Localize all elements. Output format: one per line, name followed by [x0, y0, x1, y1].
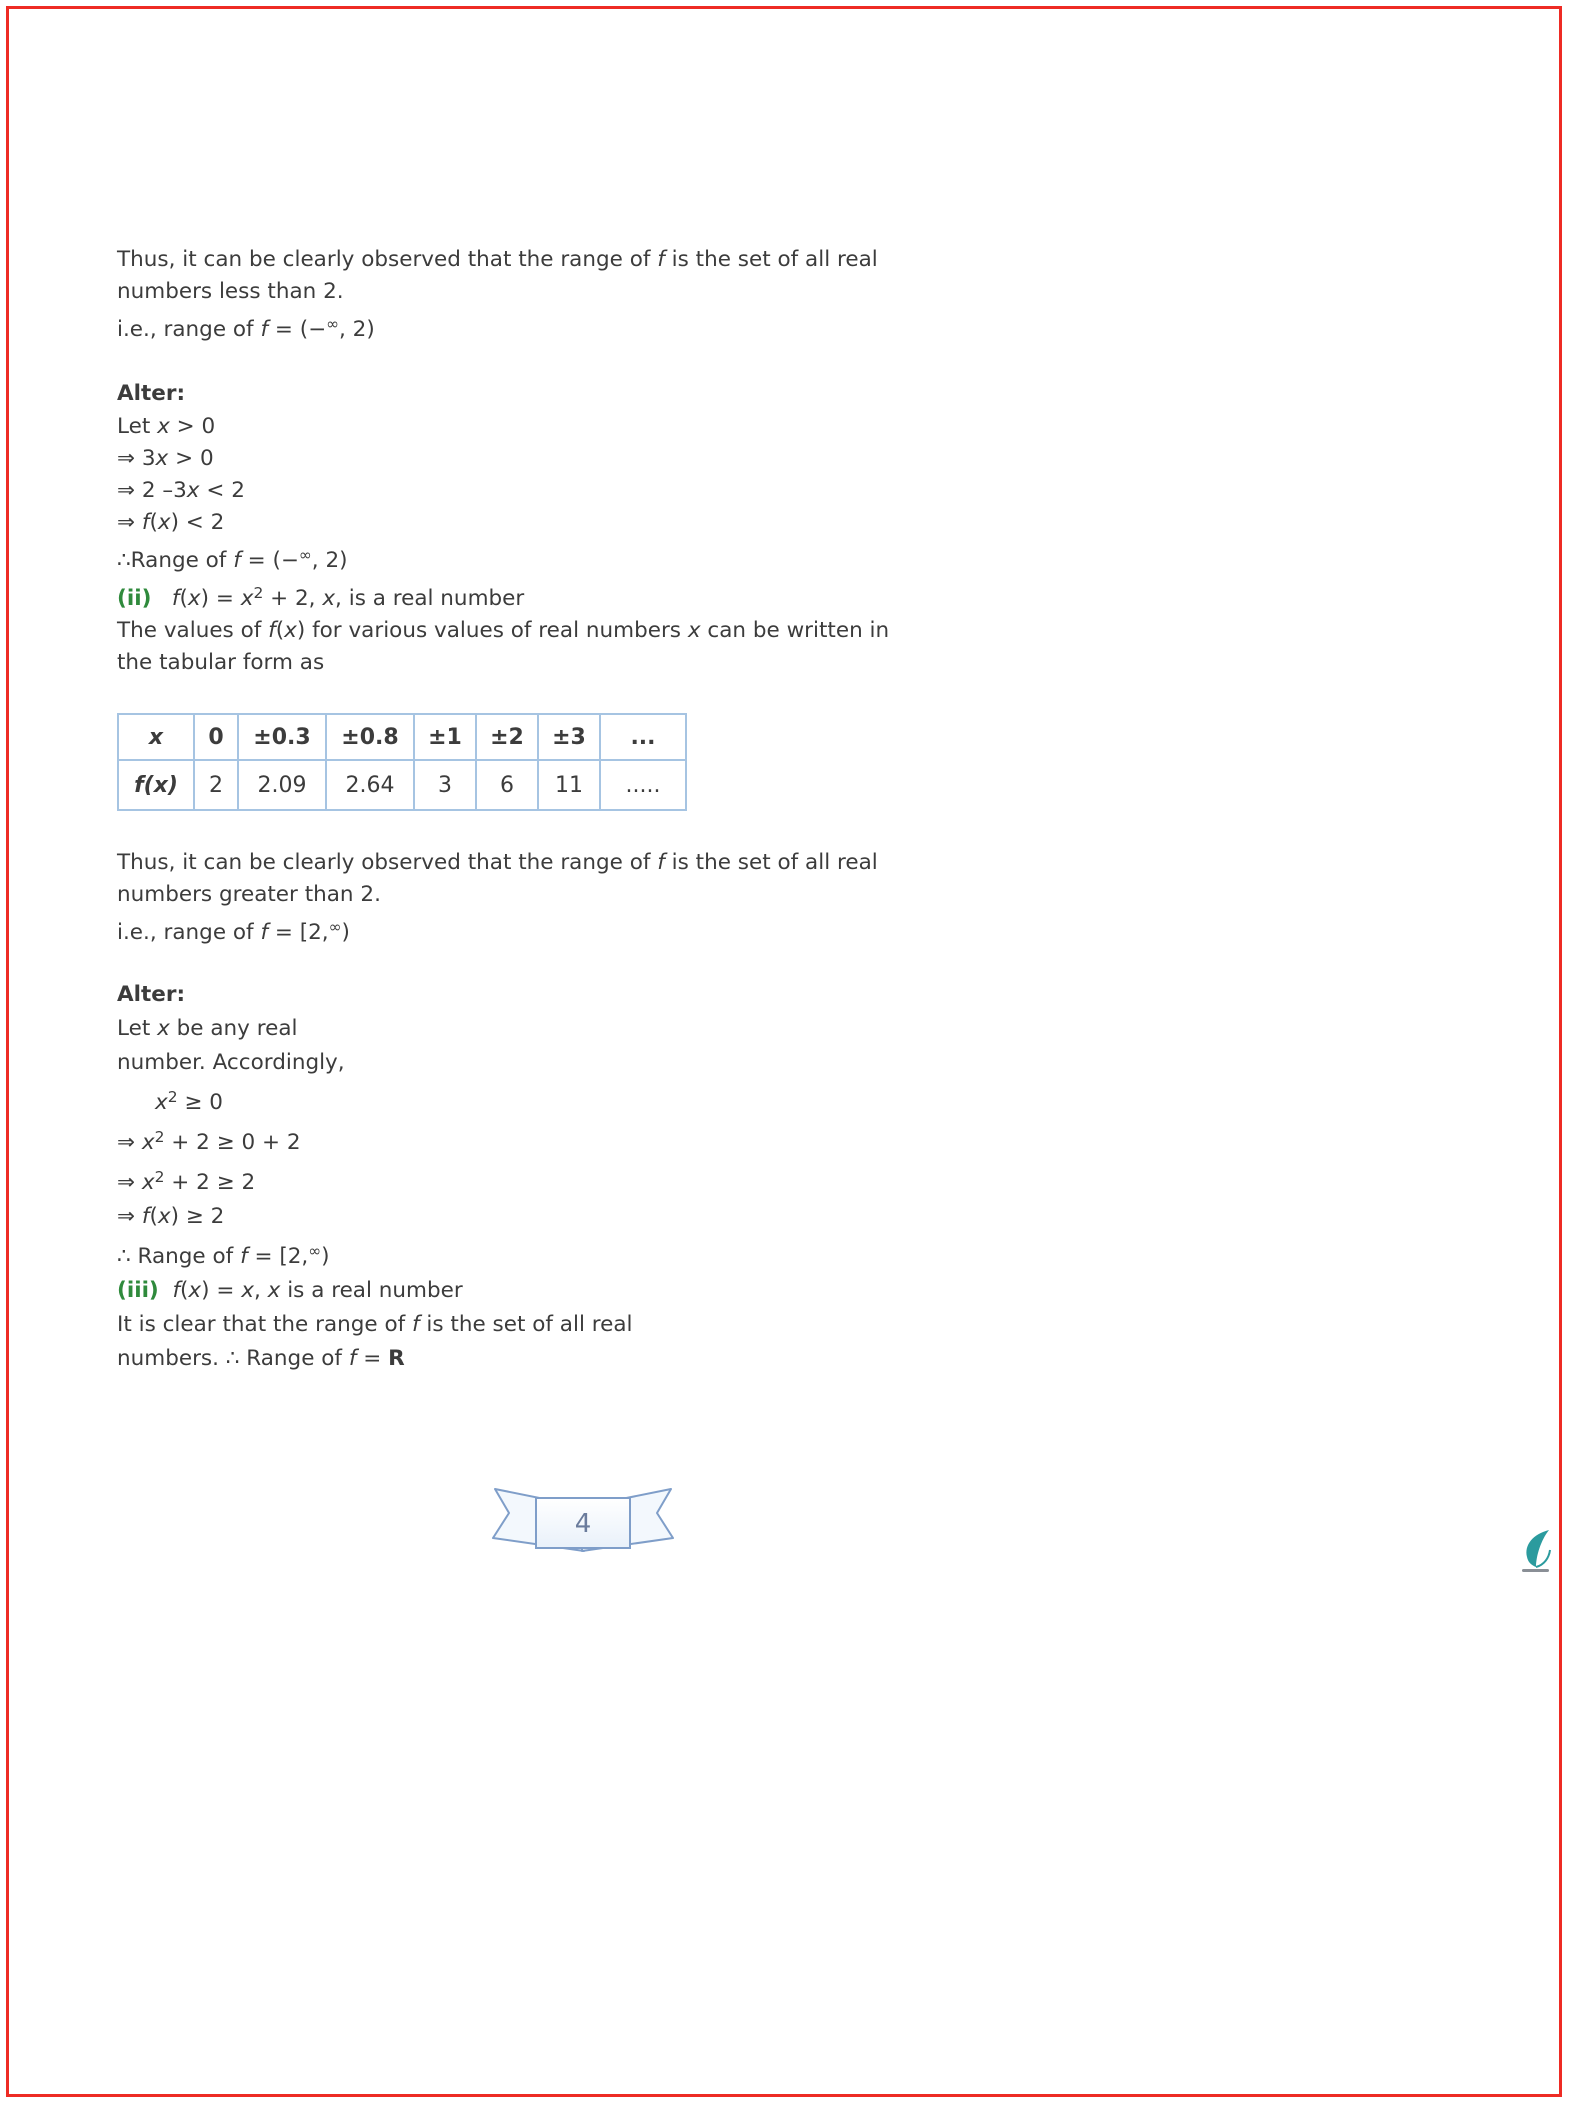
text-segment: ∴Range of	[117, 548, 234, 573]
text-segment: ∞	[308, 1242, 322, 1260]
text-segment: Let	[117, 1016, 158, 1041]
item-marker: (iii)	[117, 1278, 159, 1303]
text-segment: = (−	[268, 317, 327, 342]
text-segment: ,	[253, 1278, 268, 1303]
text-segment: x	[188, 1278, 202, 1303]
text-segment: < 2	[199, 478, 245, 503]
text-line	[117, 1080, 1097, 1120]
page-ribbon	[468, 1482, 698, 1562]
text-segment: x	[157, 414, 170, 439]
text-segment: f	[657, 850, 665, 875]
text-segment: ∴ Range of	[117, 1244, 241, 1269]
text-segment: > 0	[168, 446, 214, 471]
text-segment: x	[322, 586, 336, 611]
para-derivation-1	[117, 411, 1097, 679]
table-cell: f(x)	[118, 760, 194, 810]
text-line	[117, 577, 1097, 615]
text-segment: )	[341, 920, 350, 945]
text-line	[117, 847, 1097, 879]
table-cell: 2.09	[238, 760, 326, 810]
para-observation-1	[117, 244, 1097, 346]
text-segment: x	[157, 1204, 171, 1229]
text-line	[117, 244, 1097, 276]
text-segment: ⇒ 3	[117, 446, 156, 471]
text-segment: f	[233, 548, 241, 573]
text-segment: Alter:	[117, 381, 186, 406]
text-segment	[159, 1278, 173, 1303]
text-segment: ∞	[326, 315, 340, 333]
text-segment: number. Accordingly,	[117, 1050, 345, 1075]
text-segment: Alter:	[117, 982, 186, 1007]
text-segment: ) < 2	[170, 510, 225, 535]
publisher-logo-icon	[1515, 1528, 1555, 1576]
text-segment: (	[180, 1278, 189, 1303]
text-line	[117, 1234, 1097, 1274]
text-segment: ⇒	[117, 510, 142, 535]
table-header-cell: ±0.3	[238, 714, 326, 760]
text-line	[117, 539, 1097, 577]
text-segment: be any real	[169, 1016, 298, 1041]
text-segment: + 2 ≥ 0 + 2	[164, 1130, 301, 1155]
text-segment: ∞	[298, 546, 312, 564]
text-segment: x	[241, 1278, 254, 1303]
table-cell: .....	[600, 760, 686, 810]
text-line	[117, 1012, 1097, 1046]
text-segment: , 2)	[311, 548, 348, 573]
text-segment: > 0	[169, 414, 216, 439]
text-segment: x	[267, 1278, 281, 1303]
text-segment: , is a real number	[335, 586, 525, 611]
text-line	[117, 308, 1097, 346]
text-line	[117, 647, 1097, 679]
table-header-cell: ±1	[414, 714, 476, 760]
text-segment: f	[141, 1204, 150, 1229]
text-line	[117, 615, 1097, 647]
text-segment: ⇒ 2 –3	[117, 478, 187, 503]
text-segment: x	[155, 1090, 168, 1115]
text-segment: x	[157, 1016, 170, 1041]
text-segment: 2	[154, 1128, 165, 1146]
text-segment: (	[179, 586, 188, 611]
table-header-cell: ±0.8	[326, 714, 414, 760]
text-segment: = (−	[240, 548, 299, 573]
para-observation-2	[117, 847, 1097, 949]
text-segment: )	[321, 1244, 330, 1269]
text-segment: the tabular form as	[117, 650, 325, 675]
text-segment: i.e., range of	[117, 920, 261, 945]
table-cell: 2.64	[326, 760, 414, 810]
table-header-cell: ...	[600, 714, 686, 760]
text-segment: x	[141, 1130, 155, 1155]
text-segment: ⇒	[117, 1170, 142, 1195]
text-segment: =	[356, 1346, 389, 1371]
text-segment: Thus, it can be clearly observed that the range of	[117, 247, 658, 272]
text-line	[117, 978, 1097, 1012]
text-segment: x	[284, 618, 297, 643]
text-segment: ) =	[200, 586, 241, 611]
text-line	[117, 276, 1097, 308]
text-segment: 2	[154, 1168, 165, 1186]
table-header-cell: x	[118, 714, 194, 760]
table-header-cell: 0	[194, 714, 238, 760]
text-segment: ≥ 0	[177, 1090, 223, 1115]
text-segment: i.e., range of	[117, 317, 261, 342]
document-content	[117, 244, 1097, 1376]
table-cell: 6	[476, 760, 538, 810]
text-segment: f	[171, 586, 180, 611]
text-segment: numbers. ∴ Range of	[117, 1346, 349, 1371]
values-table	[117, 713, 687, 811]
text-segment: = [2,	[268, 920, 329, 945]
text-segment: is the set of all real	[664, 850, 878, 875]
text-segment: , 2)	[339, 317, 375, 342]
text-segment: is the set of all real	[664, 247, 878, 272]
text-line	[117, 1342, 1097, 1376]
text-segment: Thus, it can be clearly observed that the range of	[117, 850, 658, 875]
text-line	[117, 911, 1097, 949]
text-segment: f	[657, 247, 665, 272]
text-segment: x	[240, 586, 254, 611]
text-segment: x	[186, 478, 200, 503]
table-row	[118, 760, 686, 810]
text-line	[117, 879, 1097, 911]
text-segment: f	[240, 1244, 248, 1269]
text-line	[117, 1120, 1097, 1160]
text-line	[117, 377, 1097, 411]
text-segment: f	[268, 618, 276, 643]
text-segment: f	[141, 510, 150, 535]
para-derivation-2	[117, 1012, 1097, 1376]
table-header-cell: ±2	[476, 714, 538, 760]
text-segment: R	[388, 1346, 405, 1371]
text-segment: ⇒	[117, 1130, 142, 1155]
text-line	[117, 1200, 1097, 1234]
text-segment: (	[275, 618, 285, 643]
text-line	[117, 1160, 1097, 1200]
text-segment: numbers less than 2.	[117, 279, 344, 304]
text-segment: The values of	[117, 618, 269, 643]
page-number: 4	[574, 1509, 592, 1539]
text-line	[117, 1274, 1097, 1308]
text-segment: 2	[253, 584, 264, 602]
table-header-cell: ±3	[538, 714, 600, 760]
text-segment: is a real number	[280, 1278, 463, 1303]
alter-heading-2	[117, 978, 1097, 1012]
logo-text-mark	[1522, 1569, 1549, 1572]
text-segment: is the set of all real	[419, 1312, 633, 1337]
text-segment: It is clear that the range of	[117, 1312, 413, 1337]
text-segment: ∞	[328, 918, 342, 936]
text-segment: numbers greater than 2.	[117, 882, 381, 907]
text-segment: f	[260, 317, 269, 342]
text-segment: x	[687, 618, 701, 643]
text-segment: 2	[167, 1088, 178, 1106]
alter-heading-1	[117, 377, 1097, 411]
item-marker: (ii)	[117, 586, 152, 611]
text-segment: (	[149, 510, 158, 535]
text-segment: x	[157, 510, 171, 535]
text-segment: + 2,	[263, 586, 323, 611]
text-segment: ⇒	[117, 1204, 142, 1229]
table-cell: 2	[194, 760, 238, 810]
text-segment: f	[348, 1346, 357, 1371]
text-segment: f	[172, 1278, 181, 1303]
text-segment: can be written in	[700, 618, 890, 643]
text-segment: ) =	[201, 1278, 242, 1303]
text-segment: = [2,	[247, 1244, 309, 1269]
text-line	[117, 1046, 1097, 1080]
text-segment: f	[412, 1312, 420, 1337]
text-segment: x	[187, 586, 201, 611]
text-segment: f	[260, 920, 269, 945]
table-cell: 3	[414, 760, 476, 810]
text-line	[117, 443, 1097, 475]
text-segment: Let	[117, 414, 158, 439]
text-segment: ) ≥ 2	[170, 1204, 225, 1229]
text-line	[117, 475, 1097, 507]
text-line	[117, 507, 1097, 539]
text-segment: + 2 ≥ 2	[164, 1170, 256, 1195]
text-line	[117, 1308, 1097, 1342]
text-segment: x	[141, 1170, 155, 1195]
table-header-row	[118, 714, 686, 760]
text-segment: (	[149, 1204, 158, 1229]
text-segment: ) for various values of real numbers	[296, 618, 688, 643]
text-segment: x	[155, 446, 169, 471]
table-cell: 11	[538, 760, 600, 810]
text-line	[117, 411, 1097, 443]
text-segment	[151, 586, 172, 611]
